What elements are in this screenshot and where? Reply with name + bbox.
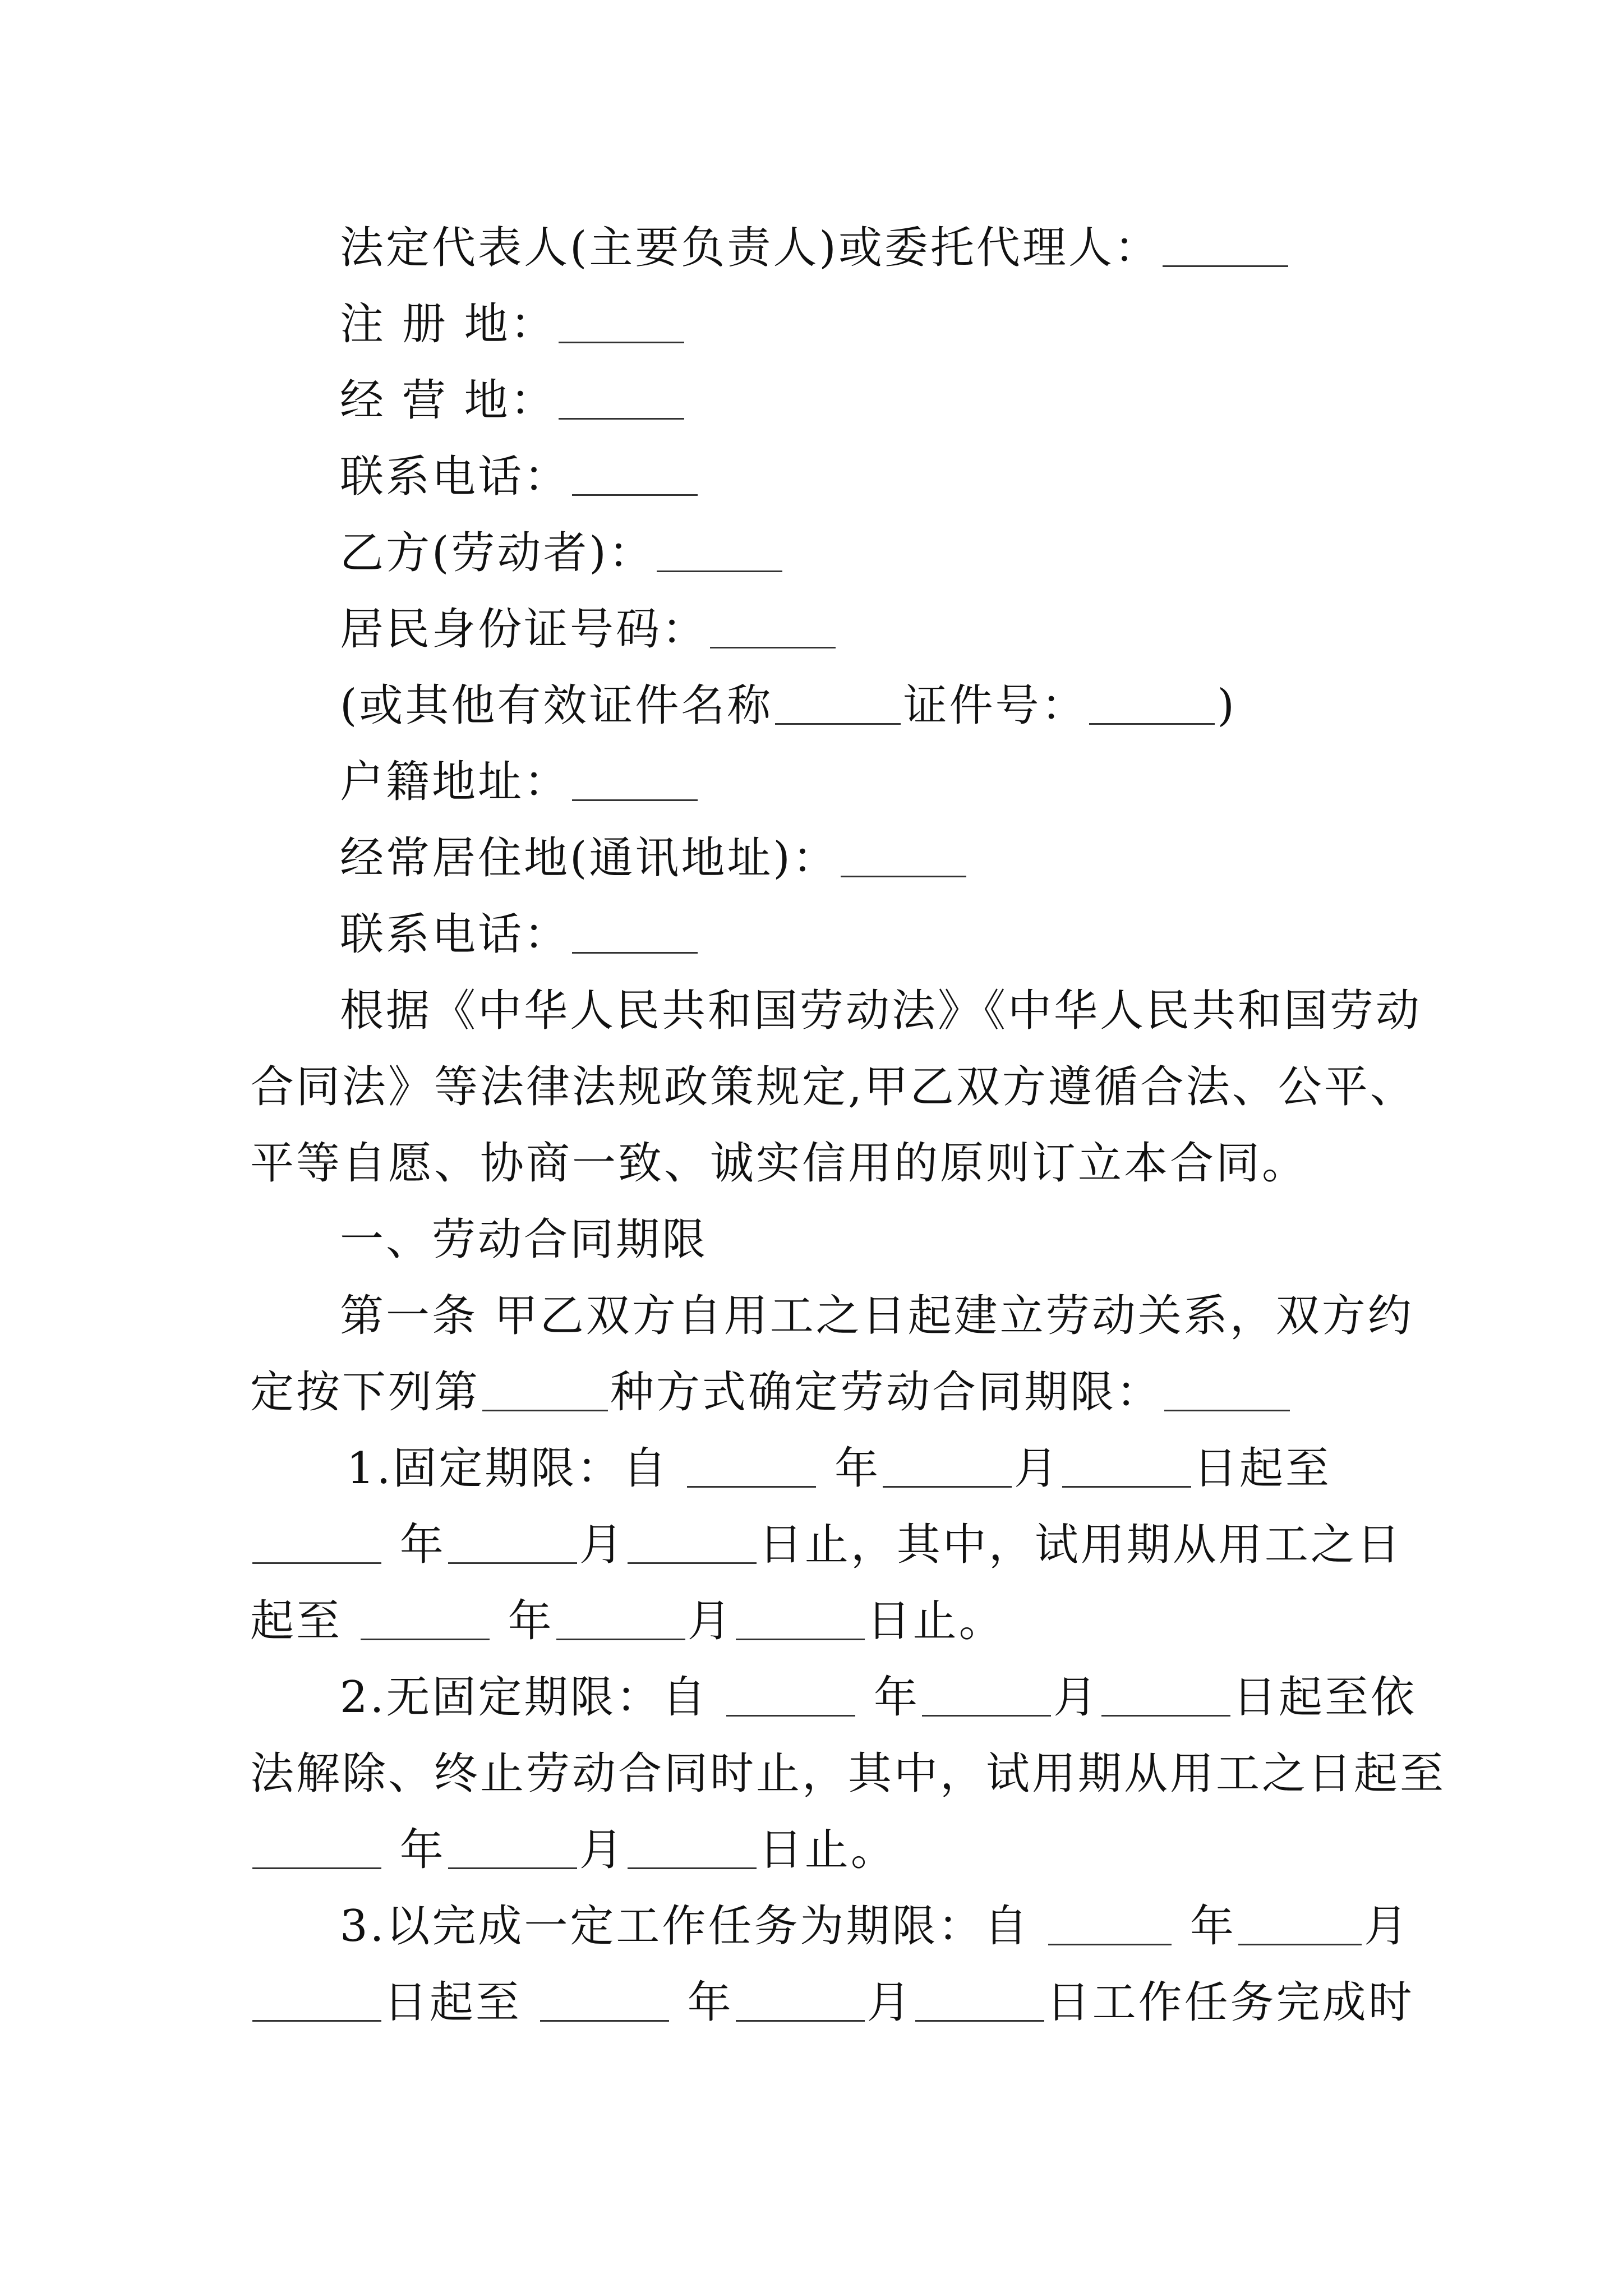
id-number-label: 居民身份证号码：: [340, 604, 708, 655]
fixed-day-end: 日止。: [866, 1596, 1005, 1646]
open-start-year-blank[interactable]: [726, 1713, 855, 1717]
task-tail: 日工作任务完成时: [1046, 1977, 1414, 2028]
article-1-line-1: 第一条 甲乙双方自用工之日起建立劳动关系，双方约: [340, 1291, 1414, 1341]
residence-line: [340, 830, 969, 886]
task-start-day-blank[interactable]: [252, 2018, 381, 2022]
fixed-year-unit: 年: [834, 1443, 881, 1494]
term-type-choice-blank[interactable]: [482, 1407, 608, 1411]
party-b-id-line: [340, 601, 838, 657]
open-probation-year-unit: 年: [399, 1825, 446, 1875]
preamble-line-2: 合同法》等法律法规政策规定,甲乙双方遵循合法、公平、: [250, 1062, 1416, 1112]
party-a-phone-blank[interactable]: [572, 492, 698, 496]
registered-address-label: 注 册 地：: [340, 299, 556, 349]
party-b-name-line: [340, 525, 785, 581]
preamble-line-3: 平等自愿、协商一致、诚实信用的原则订立本合同。: [250, 1138, 1308, 1189]
representative-blank[interactable]: [1163, 263, 1288, 267]
other-id-name-blank[interactable]: [775, 721, 901, 725]
other-id-number-blank[interactable]: [1089, 721, 1215, 725]
task-start-month-blank[interactable]: [1238, 1941, 1362, 1945]
open-start-month-blank[interactable]: [922, 1713, 1051, 1717]
open-probation-month-unit: 月: [579, 1825, 625, 1875]
fixed-end-month-unit: 月: [579, 1520, 625, 1570]
open-term-lead: 2.无固定期限：自: [340, 1672, 708, 1723]
party-a-representative-line: [340, 220, 1290, 276]
preamble-line-1: 根据《中华人民共和国劳动法》《中华人民共和国劳动: [340, 986, 1422, 1036]
task-term-lead: 3.以完成一定工作任务为期限：自: [340, 1901, 1030, 1952]
task-term-line-1: [340, 1898, 1410, 1954]
party-a-registered-address-line: [340, 296, 686, 352]
task-end-year-blank[interactable]: [540, 2018, 669, 2022]
open-tail: 日起至依: [1233, 1672, 1417, 1723]
party-b-name-label: 乙方(劳动者)：: [340, 528, 654, 578]
article-1-choice-suffix: 种方式确定劳动合同期限：: [610, 1367, 1163, 1418]
business-address-label: 经 营 地：: [340, 375, 556, 426]
task-term-line-2: [250, 1975, 1414, 2031]
fixed-month-unit: 月: [1014, 1443, 1061, 1494]
open-probation-year-blank[interactable]: [252, 1865, 381, 1869]
residence-blank[interactable]: [841, 873, 966, 877]
fixed-start-month-blank[interactable]: [883, 1484, 1012, 1488]
fixed-probation-month-blank[interactable]: [556, 1636, 685, 1640]
task-end-day-blank[interactable]: [915, 2018, 1044, 2022]
task-end-month-unit: 月: [866, 1977, 913, 2028]
party-b-name-blank[interactable]: [657, 568, 782, 572]
fixed-probation-year-unit: 年: [508, 1596, 554, 1646]
party-a-phone-label: 联系电话：: [340, 452, 570, 502]
open-probation-month-blank[interactable]: [448, 1865, 577, 1869]
term-type-blank[interactable]: [1164, 1407, 1290, 1411]
fixed-start-year-blank[interactable]: [687, 1484, 816, 1488]
fixed-probation-month-unit: 月: [687, 1596, 734, 1646]
id-number-blank[interactable]: [710, 645, 836, 648]
fixed-probation-day-blank[interactable]: [736, 1636, 865, 1640]
other-id-number-label: 证件号：: [903, 680, 1087, 731]
party-a-business-address-line: [340, 372, 686, 429]
open-start-day-blank[interactable]: [1101, 1713, 1230, 1717]
fixed-probation-text: 日止，其中，试用期从用工之日: [758, 1520, 1403, 1570]
representative-label: 法定代表人(主要负责人)或委托代理人：: [340, 223, 1160, 273]
fixed-term-lead: 1.固定期限：自: [347, 1443, 669, 1494]
other-id-line: [340, 678, 1237, 734]
article-1-choice-prefix: 定按下列第: [250, 1367, 481, 1418]
article-1-line-2: [250, 1364, 1292, 1420]
other-id-open: (或其他有效证件名称: [340, 680, 773, 731]
task-start-year-blank[interactable]: [1048, 1941, 1172, 1945]
open-term-line-2: 法解除、终止劳动合同时止，其中，试用期从用工之日起至: [250, 1749, 1446, 1799]
task-year-unit: 年: [1190, 1901, 1237, 1952]
fixed-end-year-blank[interactable]: [252, 1560, 381, 1564]
open-year-unit: 年: [874, 1672, 920, 1723]
other-id-close: ): [1217, 680, 1237, 731]
fixed-term-line-3: [250, 1593, 1005, 1649]
task-end-month-blank[interactable]: [736, 2018, 865, 2022]
fixed-end-month-blank[interactable]: [448, 1560, 577, 1564]
fixed-term-line-2: [250, 1517, 1403, 1573]
fixed-term-line-1: [347, 1441, 1331, 1497]
task-day-from: 日起至: [384, 1977, 522, 2028]
open-term-line-1: [340, 1669, 1417, 1726]
hukou-address-label: 户籍地址：: [340, 757, 570, 807]
fixed-end-year-unit: 年: [399, 1520, 446, 1570]
residence-label: 经常居住地(通讯地址)：: [340, 833, 838, 884]
fixed-probation-from: 起至: [250, 1596, 343, 1646]
hukou-address-line: [340, 754, 700, 810]
task-month-unit: 月: [1364, 1901, 1410, 1952]
task-end-year-unit: 年: [687, 1977, 734, 2028]
fixed-probation-year-blank[interactable]: [361, 1636, 490, 1640]
party-b-phone-label: 联系电话：: [340, 909, 570, 960]
hukou-address-blank[interactable]: [572, 797, 698, 801]
fixed-end-day-blank[interactable]: [628, 1560, 757, 1564]
open-term-line-3: [250, 1822, 897, 1878]
fixed-day-from: 日起至: [1193, 1443, 1332, 1494]
open-month-unit: 月: [1053, 1672, 1100, 1723]
party-b-phone-blank[interactable]: [572, 950, 698, 954]
party-a-phone-line: [340, 449, 700, 505]
open-probation-day-blank[interactable]: [628, 1865, 757, 1869]
fixed-start-day-blank[interactable]: [1062, 1484, 1191, 1488]
section-heading: 一、劳动合同期限: [340, 1214, 708, 1265]
party-b-phone-line: [340, 907, 700, 963]
open-day-end: 日止。: [758, 1825, 897, 1875]
business-address-blank[interactable]: [559, 416, 684, 420]
registered-address-blank[interactable]: [559, 339, 684, 343]
